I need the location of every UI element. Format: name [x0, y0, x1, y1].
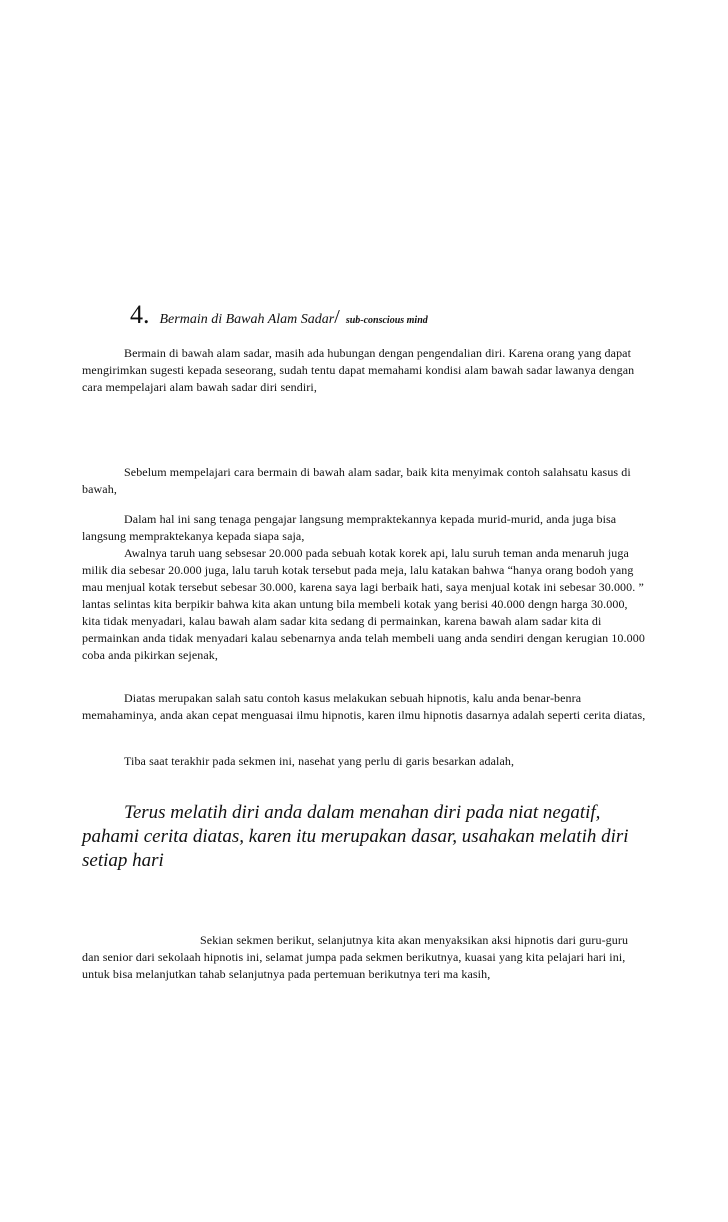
- paragraph-explanation: Diatas merupakan salah satu contoh kasus melakukan sebuah hipnotis, kalu anda benar-benra memahaminya, anda akan cepat menguasai ilmu hipnotis, karen ilmu hipnotis dasarnya adalah seperti cerita diatas,: [82, 691, 646, 722]
- section-subtitle: sub-conscious mind: [345, 315, 428, 326]
- section-heading: [130, 300, 428, 330]
- paragraph-teacher: Dalam hal ini sang tenaga pengajar langsung mempraktekannya kepada murid-murid, anda juga bisa langsung mempraktekanya kepada siapa saja,: [82, 512, 617, 543]
- emphasis-advice: Terus melatih diri anda dalam menahan diri pada niat negatif, pahami cerita diatas, karen itu merupakan dasar, usahakan melatih diri setiap hari: [82, 802, 629, 871]
- section-title: Bermain di Bawah Alam Sadar: [159, 312, 335, 327]
- paragraph-example: Awalnya taruh uang sebsesar 20.000 pada sebuah kotak korek api, lalu suruh teman anda menaruh juga milik dia sebesar 20.000 juga, lalu taruh kotak tersebut pada meja, lalu katakan bahwa “hanya orang bodoh yang mau menjual kotak tersebut sebesar 30.000, karena saya lagi berbaik hati, saya menjual kotak ini sebesar 30.000. ” lantas selintas kita berpikir bahwa kita akan untung bila membeli kotak yang berisi 40.000 dengn harga 30.000, kita tidak menyadari, kalau bawah alam sadar kita sedang di permainkan, karena bawah alam sadar kita di permainkan anda tidak menyadari kalau sebenarnya anda telah membeli uang anda sendiri dengan kerugian 10.000 coba anda pikirkan sejenak,: [82, 546, 645, 662]
- paragraph-advice-lead: Tiba saat terakhir pada sekmen ini, nasehat yang perlu di garis besarkan adalah,: [124, 754, 515, 768]
- section-number: 4.: [130, 300, 150, 329]
- title-separator: /: [334, 306, 340, 328]
- paragraph-intro: Bermain di bawah alam sadar, masih ada hubungan dengan pengendalian diri. Karena orang yang dapat mengirimkan sugesti kepada seseorang, sudah tentu dapat memahami kondisi alam bawah sadar lawanya dengan cara mempelajari alam bawah sadar diri sendiri,: [82, 346, 635, 394]
- paragraph-closing: Sekian sekmen berikut, selanjutnya kita akan menyaksikan aksi hipnotis dari guru-guru dan senior dari sekolaah hipnotis ini, selamat jumpa pada sekmen berikutnya, kuasai yang kita pelajari hari ini, untuk bisa melanjutkan tahab selanjutnya pada pertemuan berikutnya teri ma kasih,: [82, 933, 629, 981]
- paragraph-case-intro: Sebelum mempelajari cara bermain di bawah alam sadar, baik kita menyimak contoh salahsatu kasus di bawah,: [82, 465, 631, 496]
